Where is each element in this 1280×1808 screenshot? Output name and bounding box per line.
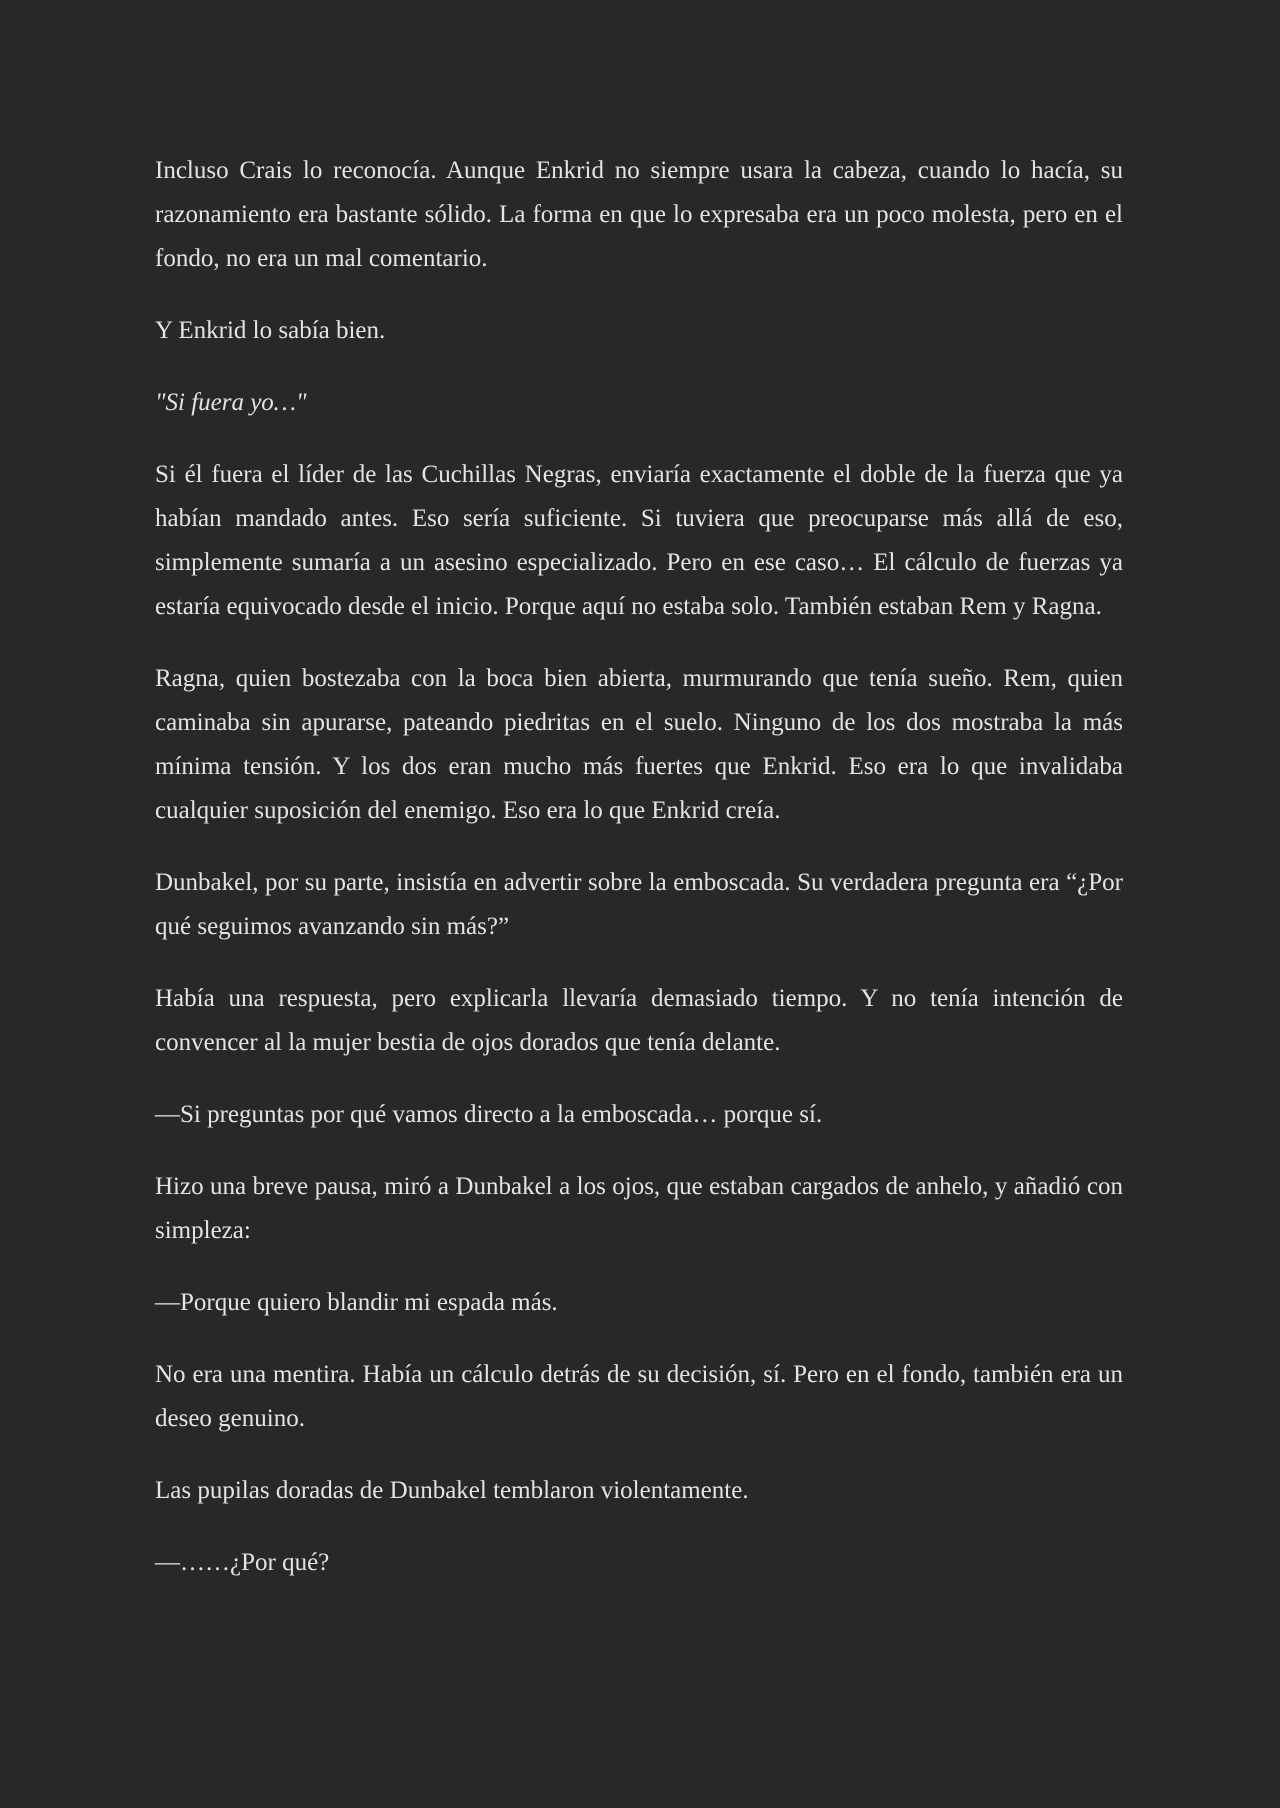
paragraph: Ragna, quien bostezaba con la boca bien abierta, murmurando que tenía sueño. Rem, quien caminaba sin apurarse, pateando piedritas en el suelo. Ninguno de los dos mostraba la más mínima tensión. Y los dos eran mucho más fuertes que Enkrid. Eso era lo que invalidaba cualquier suposición del enemigo. Eso era lo que Enkrid creía. — [155, 665, 1123, 824]
paragraph-dialogue: —Porque quiero blandir mi espada más. — [155, 1289, 558, 1316]
paragraph: No era una mentira. Había un cálculo detrás de su decisión, sí. Pero en el fondo, también era un deseo genuino. — [155, 1361, 1123, 1432]
paragraph: Había una respuesta, pero explicarla llevaría demasiado tiempo. Y no tenía intención de convencer al la mujer bestia de ojos dorados que tenía delante. — [155, 985, 1123, 1056]
paragraph-dialogue: —Si preguntas por qué vamos directo a la emboscada… porque sí. — [155, 1101, 823, 1128]
paragraph: Incluso Crais lo reconocía. Aunque Enkrid no siempre usara la cabeza, cuando lo hacía, su razonamiento era bastante sólido. La forma en que lo expresaba era un poco molesta, pero en el fondo, no era un mal comentario. — [155, 157, 1123, 272]
paragraph: Y Enkrid lo sabía bien. — [155, 317, 386, 344]
paragraph-thought: "Si fuera yo…" — [155, 389, 307, 416]
paragraph-dialogue: —……¿Por qué? — [155, 1549, 330, 1576]
chapter-text — [155, 149, 1123, 1613]
paragraph: Dunbakel, por su parte, insistía en advertir sobre la emboscada. Su verdadera pregunta era “¿Por qué seguimos avanzando sin más?” — [155, 869, 1123, 940]
paragraph: Hizo una breve pausa, miró a Dunbakel a los ojos, que estaban cargados de anhelo, y añadió con simpleza: — [155, 1173, 1123, 1244]
paragraph: Si él fuera el líder de las Cuchillas Negras, enviaría exactamente el doble de la fuerza que ya habían mandado antes. Eso sería suficiente. Si tuviera que preocuparse más allá de eso, simplemente sumaría a un asesino especializado. Pero en ese caso… El cálculo de fuerzas ya estaría equivocado desde el inicio. Porque aquí no estaba solo. También estaban Rem y Ragna. — [155, 461, 1123, 620]
paragraph: Las pupilas doradas de Dunbakel temblaron violentamente. — [155, 1477, 749, 1504]
